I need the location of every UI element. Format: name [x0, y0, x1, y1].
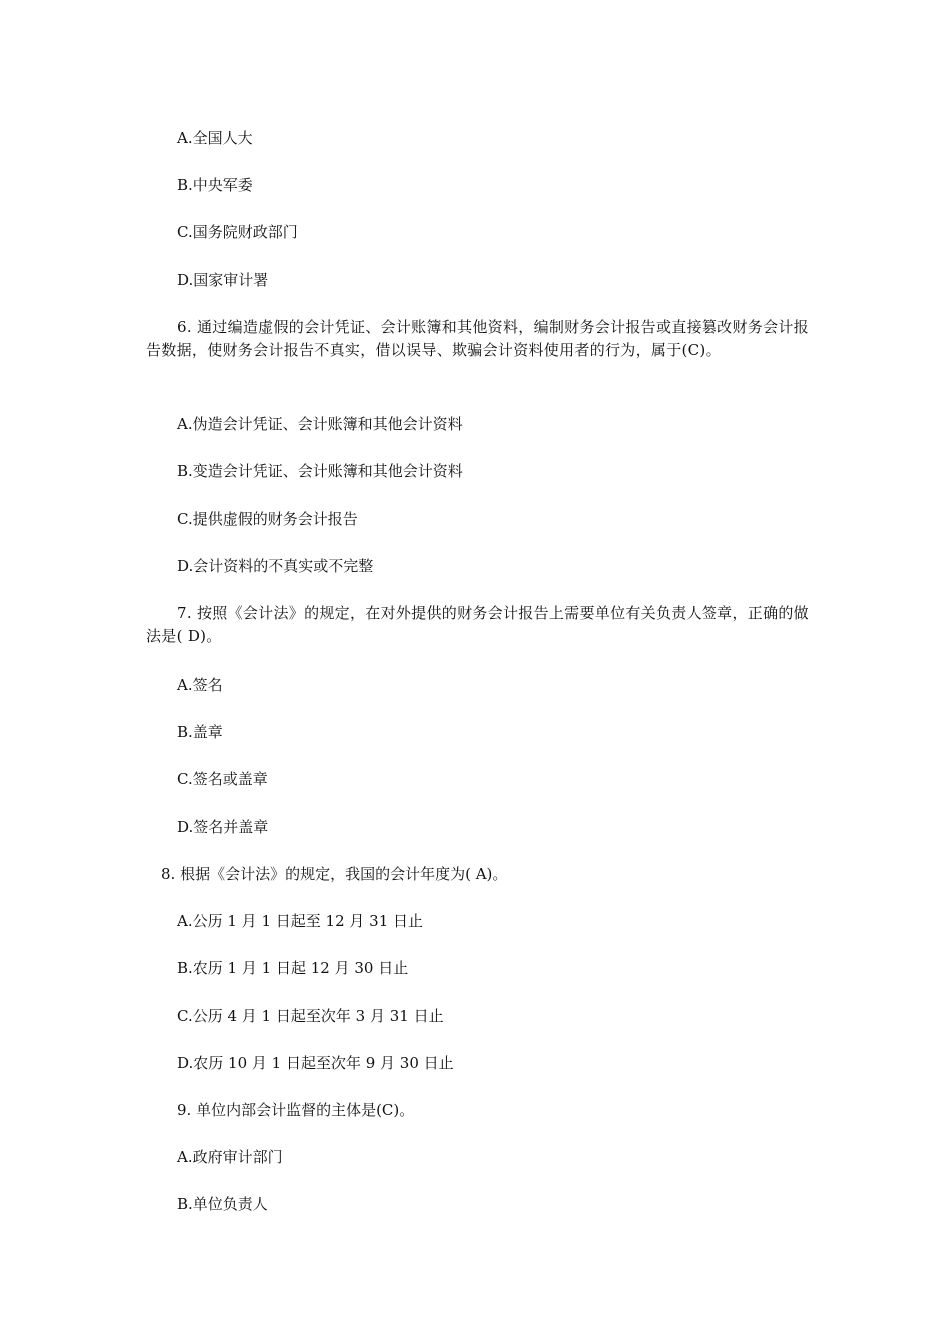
q8-stem: 8. 根据《会计法》的规定，我国的会计年度为( A)。: [161, 865, 508, 883]
q7-option-b: B.盖章: [177, 723, 223, 741]
q6-stem: 6. 通过编造虚假的会计凭证、会计账簿和其他资料，编制财务会计报告或直接篡改财务会计报告数据，使财务会计报告不真实，借以误导、欺骗会计资料使用者的行为，属于(C)。: [146, 318, 809, 359]
q8-option-b: B.农历 1 月 1 日起 12 月 30 日止: [177, 959, 409, 977]
q6-option-d: D.会计资料的不真实或不完整: [177, 557, 374, 575]
q5-option-d: D.国家审计署: [177, 271, 269, 289]
q7-option-c: C.签名或盖章: [177, 770, 268, 788]
q9-option-a: A.政府审计部门: [177, 1148, 283, 1166]
q9-option-b: B.单位负责人: [177, 1195, 268, 1213]
q5-option-b: B.中央军委: [177, 176, 253, 194]
q6-option-a: A.伪造会计凭证、会计账簿和其他会计资料: [177, 415, 463, 433]
q8-option-a: A.公历 1 月 1 日起至 12 月 31 日止: [177, 912, 424, 930]
q8-option-d: D.农历 10 月 1 日起至次年 9 月 30 日止: [177, 1054, 454, 1072]
q7-option-d: D.签名并盖章: [177, 818, 269, 836]
q9-stem: 9. 单位内部会计监督的主体是(C)。: [177, 1101, 415, 1119]
q5-option-a: A.全国人大: [177, 129, 253, 147]
q6-option-c: C.提供虚假的财务会计报告: [177, 510, 358, 528]
q6-option-b: B.变造会计凭证、会计账簿和其他会计资料: [177, 462, 463, 480]
q5-option-c: C.国务院财政部门: [177, 223, 298, 241]
q7-option-a: A.签名: [177, 676, 223, 694]
q8-option-c: C.公历 4 月 1 日起至次年 3 月 31 日止: [177, 1007, 444, 1025]
q7-stem: 7. 按照《会计法》的规定，在对外提供的财务会计报告上需要单位有关负责人签章，正确的做法是( D)。: [146, 604, 809, 645]
